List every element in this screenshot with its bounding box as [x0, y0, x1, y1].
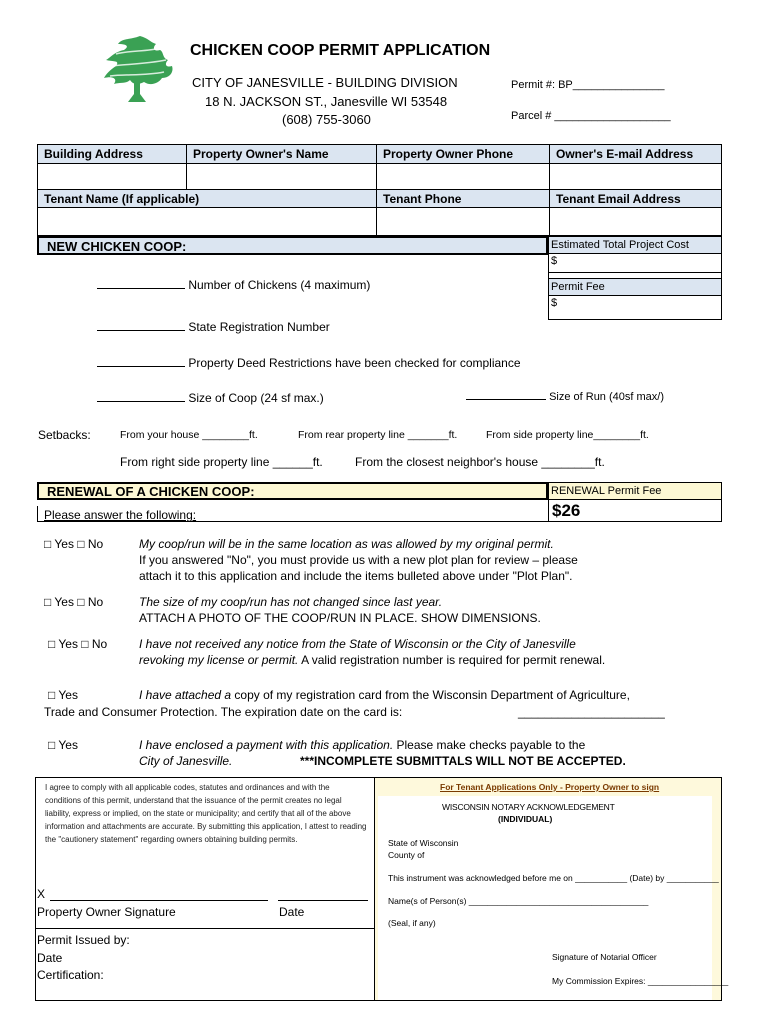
- notary-instrument-field[interactable]: This instrument was acknowledged before me on ___________ (Date) by ___________: [388, 873, 719, 883]
- run-size-label: Size of Run (40sf max/): [549, 391, 664, 403]
- q3-statement-1: I have not received any notice from the State of Wisconsin or the City of Janesville: [139, 637, 576, 651]
- owner-email-label: Owner's E-mail Address: [549, 145, 721, 163]
- renewal-fee-box: [548, 482, 722, 522]
- q3-instruction: A valid registration number is required for permit renewal.: [298, 653, 606, 667]
- q2-instruction: ATTACH A PHOTO OF THE COOP/RUN IN PLACE. SHOW DIMENSIONS.: [139, 611, 541, 625]
- owner-phone-input[interactable]: [376, 163, 549, 189]
- coop-size-input[interactable]: [97, 401, 185, 402]
- notary-title: WISCONSIN NOTARY ACKNOWLEDGEMENT: [442, 802, 615, 812]
- signature-x: X: [37, 887, 46, 901]
- setback-right-side-field[interactable]: From right side property line ______ft.: [120, 455, 323, 469]
- page-title: CHICKEN COOP PERMIT APPLICATION: [190, 42, 491, 59]
- est-cost-label: Estimated Total Project Cost: [549, 237, 721, 254]
- tenant-email-label: Tenant Email Address: [549, 189, 721, 207]
- building-address-label: Building Address: [38, 145, 186, 163]
- owner-signature-input[interactable]: [50, 900, 268, 901]
- owner-email-input[interactable]: [549, 163, 721, 189]
- notary-names-field[interactable]: Name(s of Person(s) ______________________________________: [388, 896, 649, 906]
- notary-seal: (Seal, if any): [388, 918, 436, 928]
- please-answer-label: Please answer the following:: [44, 508, 197, 522]
- new-coop-heading: NEW CHICKEN COOP:: [37, 236, 548, 255]
- permit-fee-label: Permit Fee: [549, 279, 721, 296]
- q4-expiration-label: Trade and Consumer Protection. The expiration date on the card is:: [44, 705, 403, 719]
- setback-neighbor-field[interactable]: From the closest neighbor's house ________ft.: [355, 455, 605, 469]
- tenant-name-label: Tenant Name (If applicable): [38, 189, 376, 207]
- permit-fee-input[interactable]: $: [551, 297, 558, 309]
- q1-instruction-2: attach it to this application and include the items bulleted above under "Plot Plan".: [139, 569, 573, 583]
- owner-name-label: Property Owner's Name: [186, 145, 376, 163]
- agreement-text: I agree to comply with all applicable codes, statutes and ordinances and with the conditions of this permit, understand that the issuance of the permit creates no legal liability, express or implied, on the state or municipality; and certify that all of the above information and attachments are accurate. By submitting this application, I attest to reading the "cautionery statement" regarding owners obtaining building permits.: [45, 783, 367, 844]
- incomplete-warning: ***INCOMPLETE SUBMITTALS WILL NOT BE ACCEPTED.: [300, 754, 626, 768]
- issued-date-label: Date: [37, 951, 63, 965]
- owner-signature-label: Property Owner Signature: [37, 905, 176, 919]
- coop-size-label: Size of Coop (24 sf max.): [188, 391, 324, 405]
- deed-check-input[interactable]: [97, 366, 185, 367]
- notary-state: State of Wisconsin: [388, 838, 459, 848]
- owner-name-input[interactable]: [186, 163, 376, 189]
- num-chickens-input[interactable]: [97, 288, 185, 289]
- q2-statement: The size of my coop/run has not changed since last year.: [139, 595, 443, 609]
- q1-yes-no-checkboxes[interactable]: □ Yes □ No: [44, 537, 104, 551]
- est-cost-input[interactable]: $: [549, 254, 721, 273]
- org-address: 18 N. JACKSON ST., Janesville WI 53548: [205, 94, 448, 109]
- q2-yes-no-checkboxes[interactable]: □ Yes □ No: [44, 595, 104, 609]
- tenant-email-input[interactable]: [549, 207, 721, 235]
- state-registration-label: State Registration Number: [188, 320, 330, 334]
- renewal-heading: RENEWAL OF A CHICKEN COOP:: [37, 482, 548, 500]
- tenant-phone-label: Tenant Phone: [376, 189, 549, 207]
- certification-label: Certification:: [37, 968, 104, 982]
- city-tree-logo: [100, 34, 178, 106]
- q4-yes-checkbox[interactable]: □ Yes: [48, 688, 78, 702]
- q1-instruction-1: If you answered "No", you must provide us with a new plot plan for review – please: [139, 553, 578, 567]
- org-name: CITY OF JANESVILLE - BUILDING DIVISION: [192, 75, 458, 90]
- info-table: [37, 144, 722, 236]
- q5-instruction: Please make checks payable to the: [393, 738, 586, 752]
- q3-yes-no-checkboxes[interactable]: □ Yes □ No: [48, 637, 108, 651]
- owner-phone-label: Property Owner Phone: [376, 145, 549, 163]
- q4-expiration-input[interactable]: ______________________: [518, 705, 665, 719]
- num-chickens-label: Number of Chickens (4 maximum): [188, 278, 371, 292]
- q4-statement: I have attached a: [139, 688, 232, 702]
- permit-number-field[interactable]: Permit #: BP_______________: [511, 79, 665, 91]
- notary-county: County of: [388, 850, 425, 860]
- cost-box: [548, 236, 722, 320]
- q5-city: City of Janesville.: [139, 754, 233, 768]
- renewal-fee-value: $26: [552, 501, 581, 520]
- tenant-phone-input[interactable]: [376, 207, 549, 235]
- setback-house-field[interactable]: From your house ________ft.: [120, 429, 258, 441]
- q1-statement: My coop/run will be in the same location as was allowed by my original permit.: [139, 537, 554, 551]
- setback-rear-field[interactable]: From rear property line _______ft.: [298, 429, 458, 441]
- parcel-number-field[interactable]: Parcel # ___________________: [511, 110, 671, 122]
- org-phone: (608) 755-3060: [282, 112, 371, 127]
- tenant-name-input[interactable]: [38, 207, 376, 235]
- notary-subtitle: (INDIVIDUAL): [498, 814, 553, 824]
- setback-side-field[interactable]: From side property line________ft.: [486, 429, 649, 441]
- q3-statement-2: revoking my license or permit.: [139, 653, 299, 667]
- building-address-input[interactable]: [38, 163, 186, 189]
- q5-yes-checkbox[interactable]: □ Yes: [48, 738, 78, 752]
- q5-statement: I have enclosed a payment with this application.: [139, 738, 394, 752]
- setbacks-label: Setbacks:: [38, 428, 91, 442]
- renewal-fee-label: RENEWAL Permit Fee: [549, 483, 721, 500]
- deed-check-label: Property Deed Restrictions have been checked for compliance: [188, 356, 521, 370]
- notary-heading: For Tenant Applications Only - Property Owner to sign: [440, 782, 660, 792]
- q4-statement-rest: copy of my registration card from the Wisconsin Department of Agriculture,: [231, 688, 630, 702]
- run-size-input[interactable]: [466, 399, 546, 400]
- signature-date-label: Date: [279, 905, 305, 919]
- notary-commission-field[interactable]: My Commission Expires: _________________: [552, 976, 729, 986]
- signature-date-input[interactable]: [278, 900, 368, 901]
- notary-signature-label: Signature of Notarial Officer: [552, 952, 657, 962]
- state-registration-input[interactable]: [97, 330, 185, 331]
- permit-issued-by-label: Permit Issued by:: [37, 933, 130, 947]
